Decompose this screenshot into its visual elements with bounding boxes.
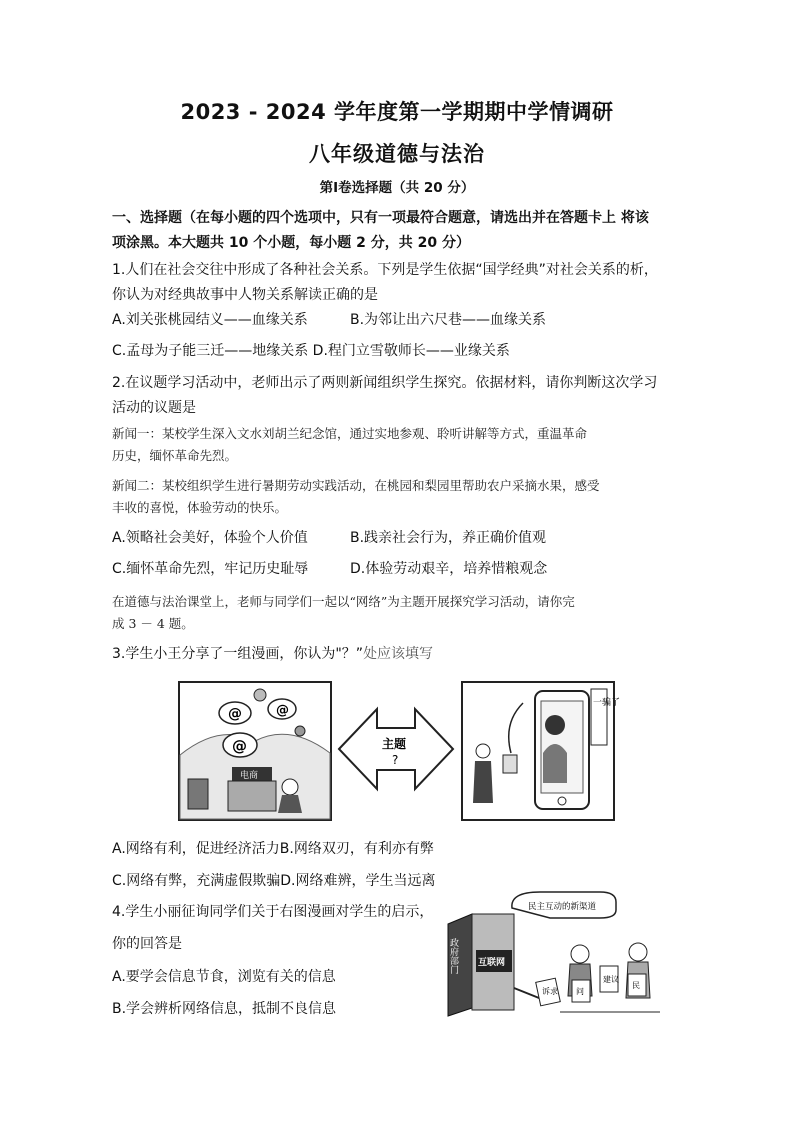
svg-text:@: @	[276, 703, 289, 718]
question-2-line-1: 2.在议题学习活动中，老师出示了两则新闻组织学生探究。依据材料，请你判断这次学习	[112, 375, 658, 391]
question-3-stem-text: 3.学生小王分享了一组漫画，你认为"？”	[112, 646, 364, 662]
news-1-line-1: 新闻一：某校学生深入文水刘胡兰纪念馆，通过实地参观、聆听讲解等方式，重温革命	[112, 426, 588, 441]
q1-option-a[interactable]: A.刘关张桃园结义——血缘关系	[112, 312, 308, 328]
section-line-1: 一、选择题（在每小题的四个选项中，只有一项最符合题意，请选出并在答题卡上 将该	[112, 210, 649, 226]
question-3-stem	[112, 642, 702, 667]
cartoon-right-banner: 一骗了	[593, 698, 621, 708]
cartoon-right-panel	[461, 681, 621, 821]
news-2-line-2: 丰收的喜悦，体验劳动的快乐。	[112, 500, 288, 515]
question-4-stem: 4.学生小丽征询同学们关于右图漫画对学生的启示，	[112, 904, 434, 920]
news-2-line-1: 新闻二：某校组织学生进行暑期劳动实践活动，在桃园和梨园里帮助农户采摘水果，感受	[112, 478, 600, 493]
question-1-line-2: 你认为对经典故事中人物关系解读正确的是	[112, 287, 378, 303]
cartoon-person-4-sign: 民	[632, 981, 640, 990]
cartoon-internet-sign: 互联网	[478, 958, 506, 968]
subject-title: 八年级道德与法治	[309, 142, 485, 166]
news-1	[112, 423, 692, 467]
ecommerce-sign: 电商	[240, 771, 259, 781]
phone-scam-cartoon-icon	[463, 683, 621, 819]
cartoon-person-2-sign: 问	[576, 987, 584, 996]
question-2-stem	[112, 371, 702, 421]
cartoon-q4	[440, 888, 670, 1020]
question-2-line-2: 活动的议题是	[112, 400, 196, 416]
cartoon-person-3-sign: 建议	[603, 975, 619, 984]
cartoon-left-panel	[178, 681, 332, 821]
svg-text:@: @	[232, 737, 247, 755]
cartoon-center-label: 主题	[382, 737, 407, 751]
news-1-line-2: 历史，缅怀革命先烈。	[112, 448, 238, 463]
q2-option-b[interactable]: B.践亲社会行为，养正确价值观	[350, 530, 547, 546]
double-arrow-icon	[337, 706, 455, 792]
cartoon-center-mark: ?	[392, 753, 399, 767]
q2-option-d[interactable]: D.体验劳动艰辛，培养惜粮观念	[350, 561, 548, 577]
q4-option-a[interactable]: A.要学会信息节食，浏览有关的信息	[112, 969, 336, 985]
cartoon-person-1-sign: 诉求	[542, 987, 558, 996]
q4-option-b[interactable]: B.学会辨析网络信息，抵制不良信息	[112, 1001, 337, 1017]
ecommerce-cartoon-icon	[180, 683, 330, 819]
q3-option-ab[interactable]: A.网络有利，促进经济活力B.网络双刃，有利亦有弊	[112, 841, 434, 857]
part-title: 第Ⅰ卷选择题（共 20 分）	[319, 180, 475, 196]
exam-title: 2023 - 2024 学年度第一学期期中学情调研	[180, 100, 614, 124]
question-1-line-1: 1.人们在社会交往中形成了各种社会关系。下列是学生依据“国学经典”对社会关系的析，	[112, 262, 658, 278]
cartoon-building-label: 政府部门	[448, 938, 458, 974]
section-instructions	[112, 206, 692, 256]
cartoon-center-arrow	[337, 706, 455, 792]
cartoon-speech-bubble: 民主互动的新渠道	[528, 902, 597, 912]
q1-option-b[interactable]: B.为邻让出六尺巷——血缘关系	[350, 312, 547, 328]
question-1-stem	[112, 258, 702, 308]
svg-text:@: @	[228, 706, 242, 722]
intro-3-4	[112, 591, 692, 635]
government-internet-cartoon-icon	[440, 888, 670, 1020]
q2-option-a[interactable]: A.领略社会美好，体验个人价值	[112, 530, 308, 546]
q3-option-cd[interactable]: C.网络有弊，充满虚假欺骗D.网络难辨，学生当远离	[112, 873, 436, 889]
section-line-2: 项涂黑。本大题共 10 个小题，每小题 2 分，共 20 分）	[112, 235, 470, 251]
intro-line-1: 在道德与法治课堂上，老师与同学们一起以“网络”为主题开展探究学习活动，请你完	[112, 594, 575, 609]
news-2	[112, 475, 692, 519]
intro-line-2: 成 3 － 4 题。	[112, 616, 194, 631]
q2-option-c[interactable]: C.缅怀革命先烈，牢记历史耻辱	[112, 561, 309, 577]
q1-option-cd[interactable]: C.孟母为子能三迁——地缘关系 D.程门立雪敬师长——业缘关系	[112, 343, 510, 359]
question-4-stem-2: 你的回答是	[112, 936, 182, 952]
question-3-stem-tail: 处应该填写	[363, 646, 434, 662]
